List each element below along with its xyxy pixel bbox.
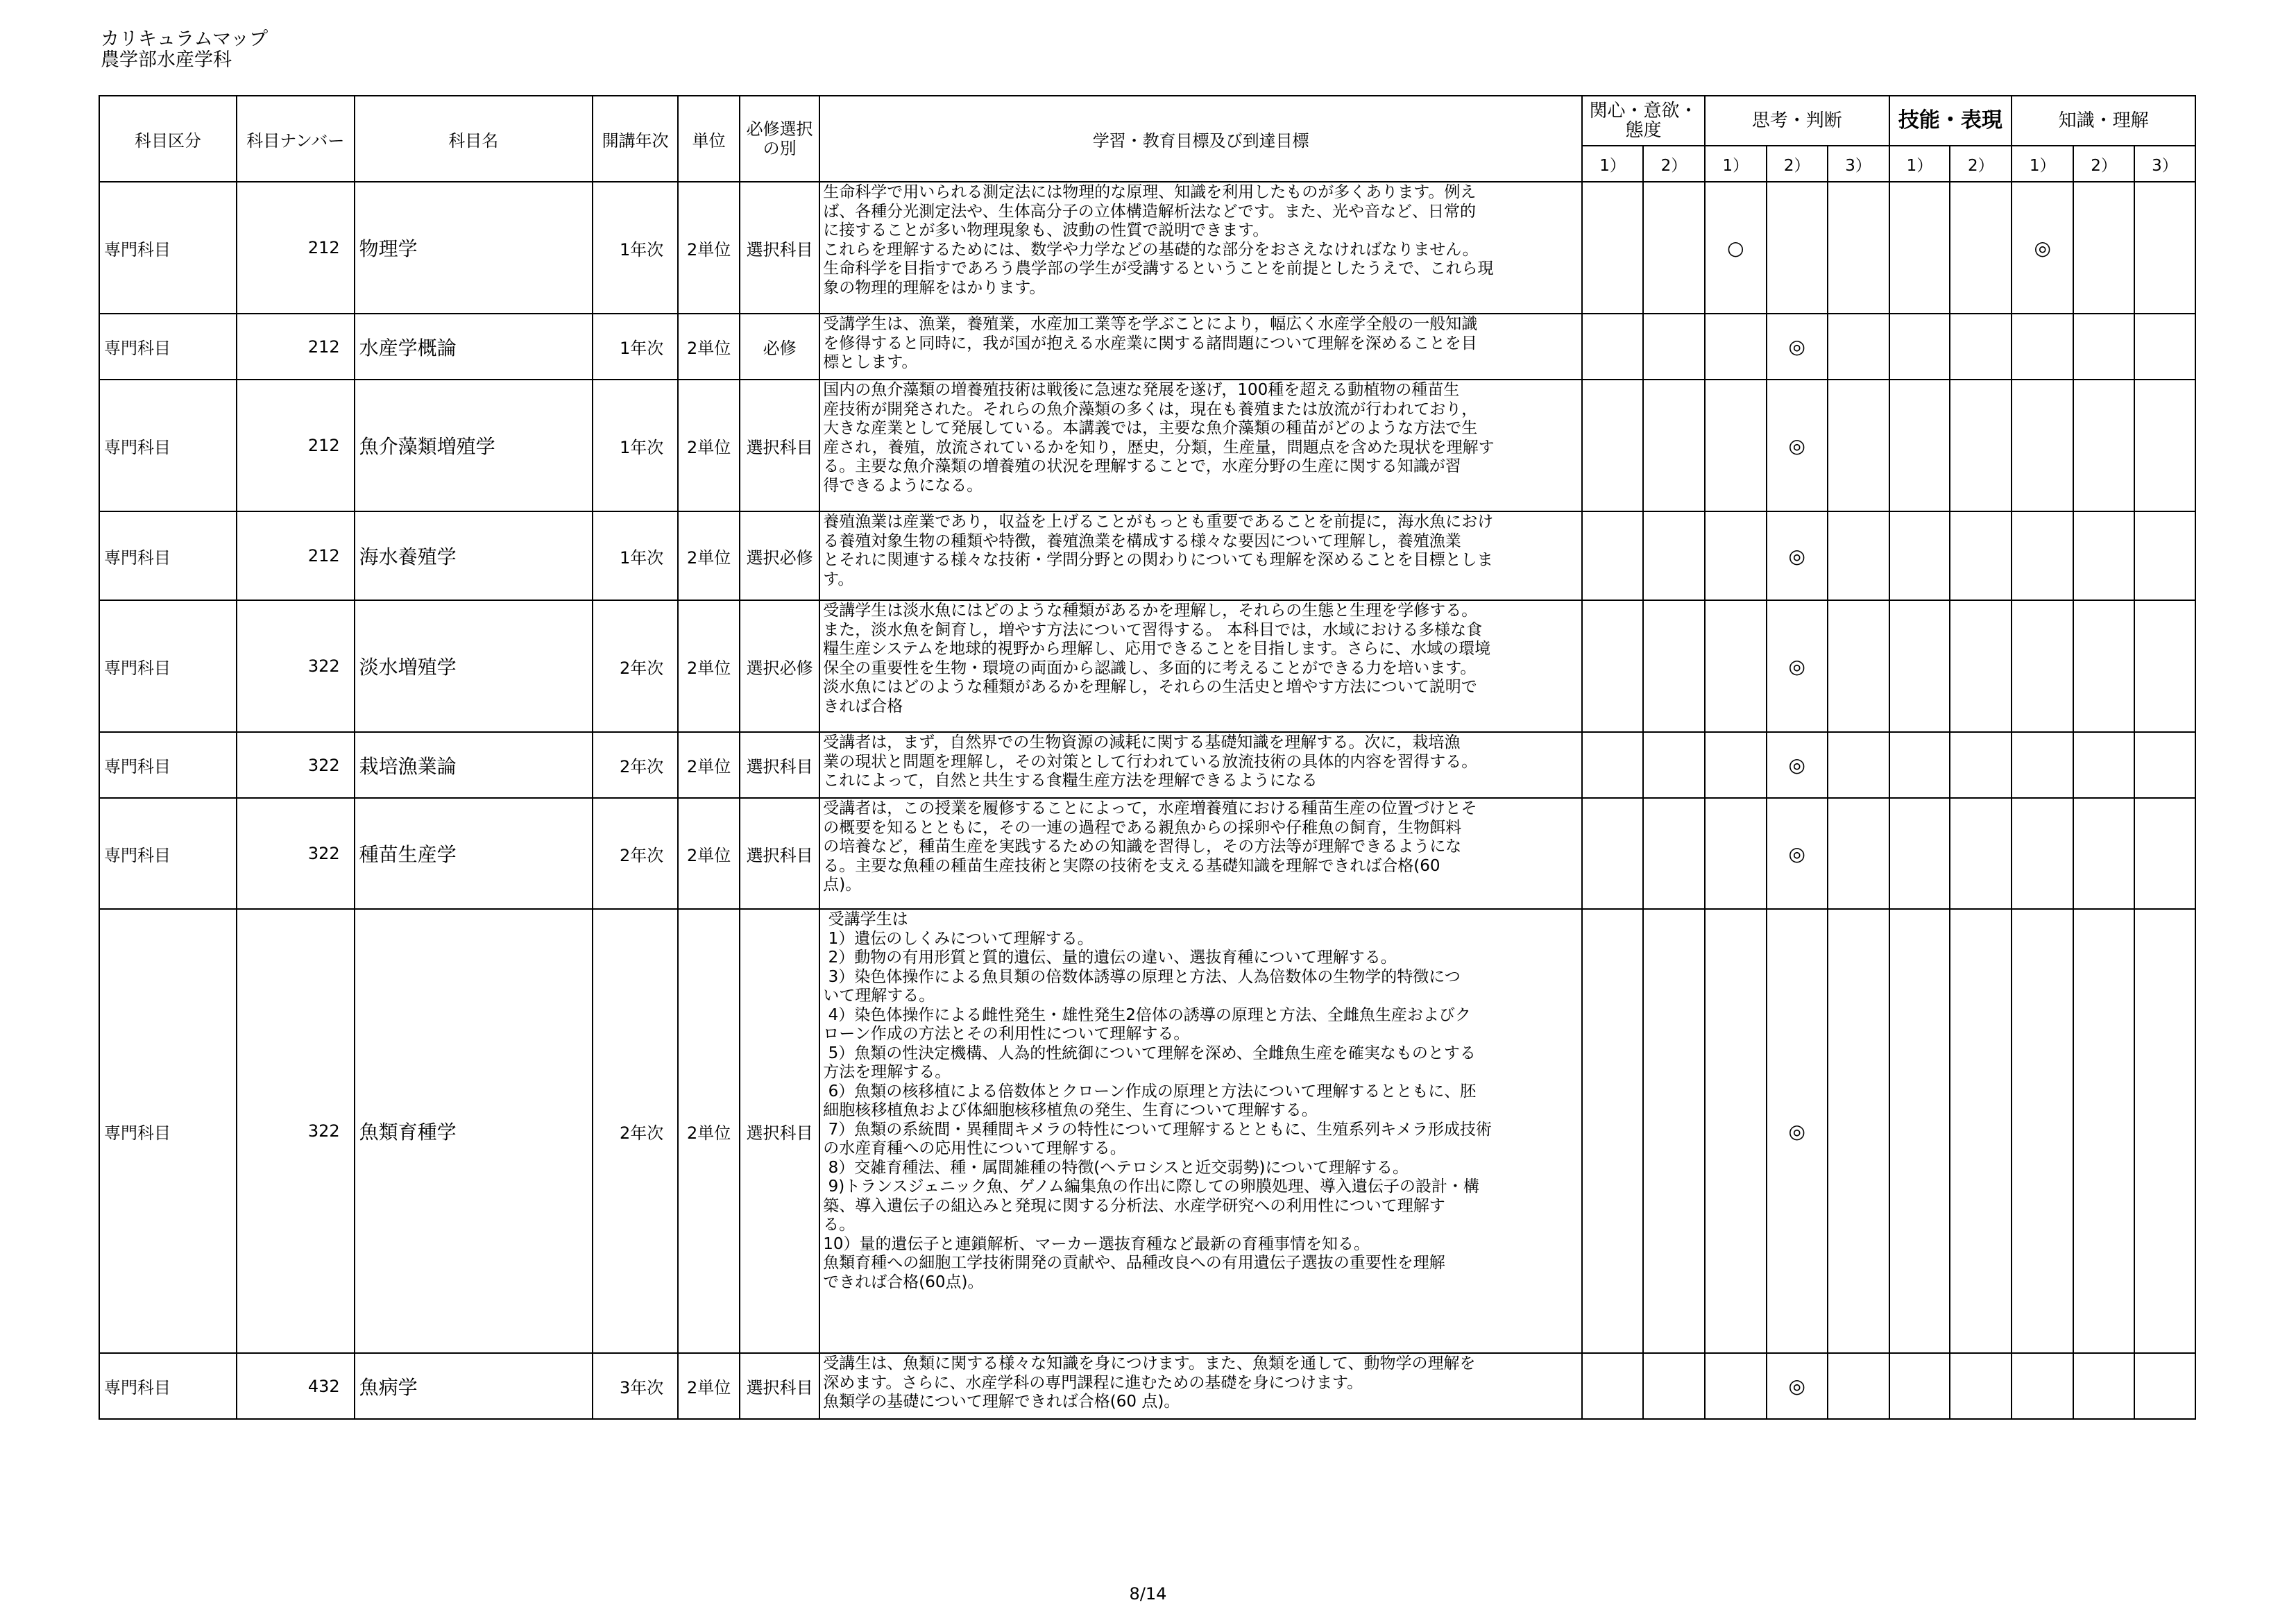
header-sub: 1） [1889, 146, 1950, 182]
cell-credits: 2単位 [678, 511, 740, 600]
cell-mark [2012, 511, 2073, 600]
cell-mark [2073, 511, 2134, 600]
cell-mark: ◎ [1767, 380, 1828, 511]
cell-mark [2134, 732, 2195, 798]
cell-mark [1643, 909, 1705, 1353]
cell-mark [2012, 798, 2073, 909]
cell-mark [1950, 380, 2012, 511]
cell-mark [1889, 1353, 1950, 1419]
table-row [99, 380, 2195, 511]
cell-mark [2073, 909, 2134, 1353]
cell-category: 専門科目 [99, 600, 237, 732]
cell-credits: 2単位 [678, 314, 740, 380]
cell-mark [1582, 1353, 1643, 1419]
cell-mark [1643, 182, 1705, 314]
curriculum-map-table [99, 95, 2196, 1420]
header-credits: 単位 [678, 96, 740, 182]
cell-mark [1828, 1353, 1889, 1419]
cell-required: 選択科目 [740, 380, 819, 511]
cell-mark: ◎ [1767, 600, 1828, 732]
cell-mark [1950, 798, 2012, 909]
cell-mark [1889, 314, 1950, 380]
cell-mark [1705, 732, 1767, 798]
cell-required: 選択科目 [740, 798, 819, 909]
cell-name: 水産学概論 [355, 314, 593, 380]
cell-mark [1828, 182, 1889, 314]
cell-mark [1582, 909, 1643, 1353]
header-sub: 2） [1643, 146, 1705, 182]
cell-name: 魚介藻類増殖学 [355, 380, 593, 511]
cell-mark [2134, 511, 2195, 600]
cell-mark [1643, 314, 1705, 380]
cell-goals: 養殖漁業は産業であり，収益を上げることがもっとも重要であることを前提に，海水魚におけ る養殖対象生物の種類や特徴，養殖漁業を構成する様々な要因について理解し，養殖漁業 とそれに関連する様々な技術・学問分野との関わりについても理解を深めることを目標としま す。 [819, 511, 1582, 600]
cell-mark [2012, 314, 2073, 380]
title-line-2: 農学部水産学科 [101, 49, 232, 71]
cell-name: 物理学 [355, 182, 593, 314]
cell-number: 212 [237, 182, 355, 314]
table-row [99, 732, 2195, 798]
cell-name: 栽培漁業論 [355, 732, 593, 798]
table-row [99, 600, 2195, 732]
cell-mark [1582, 182, 1643, 314]
cell-number: 212 [237, 380, 355, 511]
cell-year: 2年次 [593, 732, 678, 798]
cell-mark [1705, 511, 1767, 600]
header-group-knowledge: 知識・理解 [2012, 96, 2195, 146]
cell-mark [1643, 511, 1705, 600]
cell-mark [1705, 600, 1767, 732]
cell-mark [1582, 314, 1643, 380]
cell-mark [1582, 511, 1643, 600]
cell-mark [2073, 380, 2134, 511]
header-group-skills: 技能・表現 [1889, 96, 2012, 146]
cell-mark: ◎ [1767, 909, 1828, 1353]
cell-mark [2073, 600, 2134, 732]
cell-mark [1828, 380, 1889, 511]
cell-name: 海水養殖学 [355, 511, 593, 600]
cell-mark [1950, 314, 2012, 380]
cell-mark: ○ [1705, 182, 1767, 314]
cell-goals: 受講学生は淡水魚にはどのような種類があるかを理解し，それらの生態と生理を学修する。 また，淡水魚を飼育し，増やす方法について習得する。 本科目では，水域における多様な食 糧生産システムを地球的視野から理解し、応用できることを目指します。さらに、水域の環境 保全の重要性を生物・環境の両面から認識し、多面的に考えることができる力を培います。 淡水魚にはどのような種類があるかを理解し，それらの生活史と増やす方法について説明で きれば合格 [819, 600, 1582, 732]
header-sub: 2） [1950, 146, 2012, 182]
cell-number: 322 [237, 798, 355, 909]
cell-mark: ◎ [1767, 798, 1828, 909]
header-sub: 3） [2134, 146, 2195, 182]
cell-mark: ◎ [1767, 314, 1828, 380]
cell-mark [1705, 380, 1767, 511]
cell-mark [1889, 798, 1950, 909]
cell-mark [2134, 314, 2195, 380]
cell-category: 専門科目 [99, 314, 237, 380]
cell-mark [1889, 732, 1950, 798]
header-sub: 2） [1767, 146, 1828, 182]
cell-mark [2012, 732, 2073, 798]
cell-name: 淡水増殖学 [355, 600, 593, 732]
cell-credits: 2単位 [678, 182, 740, 314]
cell-mark [1643, 798, 1705, 909]
cell-mark [1950, 511, 2012, 600]
table-row [99, 909, 2195, 1353]
cell-mark [1705, 1353, 1767, 1419]
cell-credits: 2単位 [678, 909, 740, 1353]
cell-mark [2012, 600, 2073, 732]
header-number: 科目ナンバー [237, 96, 355, 182]
cell-mark [1950, 1353, 2012, 1419]
cell-number: 322 [237, 909, 355, 1353]
cell-mark [2134, 182, 2195, 314]
cell-year: 1年次 [593, 380, 678, 511]
cell-category: 専門科目 [99, 380, 237, 511]
cell-mark [1643, 600, 1705, 732]
cell-mark: ◎ [1767, 511, 1828, 600]
cell-mark [1950, 182, 2012, 314]
cell-category: 専門科目 [99, 732, 237, 798]
cell-mark [1828, 314, 1889, 380]
cell-mark [2073, 798, 2134, 909]
cell-goals: 受講生は、魚類に関する様々な知識を身につけます。また、魚類を通して、動物学の理解を 深めます。さらに、水産学科の専門課程に進むための基礎を身につけます。 魚類学の基礎について理解できれば合格(60 点)。 [819, 1353, 1582, 1419]
cell-mark [2134, 798, 2195, 909]
cell-mark [1889, 182, 1950, 314]
cell-mark [1828, 909, 1889, 1353]
cell-goals: 受講学生は 1）遺伝のしくみについて理解する。 2）動物の有用形質と質的遺伝、量的遺伝の違い、選抜育種について理解する。 3）染色体操作による魚貝類の倍数体誘導の原理と方法、人為倍数体の生物学的特徴につ いて理解する。 4）染色体操作による雌性発生・雄性発生2倍体の誘導の原理と方法、全雌魚生産およびク ローン作成の方法とその利用性について理解する。 5）魚類の性決定機構、人為的性統御について理解を深め、全雌魚生産を確実なものとする 方法を理解する。 6）魚類の核移植による倍数体とクローン作成の原理と方法について理解するとともに、胚 細胞核移植魚および体細胞核移植魚の発生、生育について理解する。 7）魚類の系統間・異種間キメラの特性について理解するとともに、生殖系列キメラ形成技術 の水産育種への応用性について理解する。 8）交雑育種法、種・属間雑種の特徴(ヘテロシスと近交弱勢)について理解する。 9)トランスジェニック魚、ゲノム編集魚の作出に際しての卵膜処理、導入遺伝子の設計・構 築、導入遺伝子の組込みと発現に関する分析法、水産学研究への利用性について理解す る。 10）量的遺伝子と連鎖解析、マーカー選抜育種など最新の育種事情を知る。 魚類育種への細胞工学技術開発の貢献や、品種改良への有用遺伝子選抜の重要性を理解 できれば合格(60点)。 [819, 909, 1582, 1353]
cell-goals: 受講者は，この授業を履修することによって，水産増養殖における種苗生産の位置づけとそ の概要を知るとともに，その一連の過程である親魚からの採卵や仔稚魚の飼育，生物餌料 の培養など，種苗生産を実践するための知識を習得し，その方法等が理解できるようにな る。主要な魚種の種苗生産技術と実際の技術を支える基礎知識を理解できれば合格(60 点)。 [819, 798, 1582, 909]
document-title [101, 29, 268, 71]
cell-required: 選択科目 [740, 732, 819, 798]
cell-year: 1年次 [593, 511, 678, 600]
cell-name: 魚病学 [355, 1353, 593, 1419]
table-row [99, 182, 2195, 314]
cell-required: 選択必修 [740, 600, 819, 732]
cell-mark [2073, 314, 2134, 380]
table-body [99, 182, 2195, 1419]
cell-mark [1889, 511, 1950, 600]
cell-mark [1643, 380, 1705, 511]
cell-mark [1828, 732, 1889, 798]
cell-mark [1705, 314, 1767, 380]
cell-mark [2012, 380, 2073, 511]
cell-year: 2年次 [593, 600, 678, 732]
cell-mark [1828, 600, 1889, 732]
cell-year: 1年次 [593, 314, 678, 380]
cell-mark [1582, 600, 1643, 732]
cell-goals: 生命科学で用いられる測定法には物理的な原理、知識を利用したものが多くあります。例え ば、各種分光測定法や、生体高分子の立体構造解析法などです。また、光や音など、日常的 に接することが多い物理現象も、波動の性質で説明できます。 これらを理解するためには、数学や力学などの基礎的な部分をおさえなければなりません。 生命科学を目指すであろう農学部の学生が受講するということを前提としたうえで、これら現 象の物理的理解をはかります。 [819, 182, 1582, 314]
cell-category: 専門科目 [99, 182, 237, 314]
cell-name: 魚類育種学 [355, 909, 593, 1353]
cell-mark [2073, 1353, 2134, 1419]
cell-mark [2012, 909, 2073, 1353]
cell-mark [1828, 798, 1889, 909]
header-sub: 1） [2012, 146, 2073, 182]
cell-mark [1950, 909, 2012, 1353]
cell-credits: 2単位 [678, 380, 740, 511]
title-line-1: カリキュラムマップ [101, 28, 269, 50]
cell-name: 種苗生産学 [355, 798, 593, 909]
header-sub: 3） [1828, 146, 1889, 182]
table-row [99, 511, 2195, 600]
header-goals: 学習・教育目標及び到達目標 [819, 96, 1582, 182]
cell-mark: ◎ [1767, 1353, 1828, 1419]
cell-mark: ◎ [1767, 732, 1828, 798]
cell-mark [1582, 798, 1643, 909]
cell-mark [2134, 600, 2195, 732]
cell-required: 選択科目 [740, 909, 819, 1353]
cell-mark [2134, 380, 2195, 511]
cell-mark [2073, 182, 2134, 314]
cell-mark [1950, 600, 2012, 732]
header-sub: 1） [1582, 146, 1643, 182]
cell-mark [1767, 182, 1828, 314]
header-year: 開講年次 [593, 96, 678, 182]
cell-mark [1643, 1353, 1705, 1419]
cell-mark [1889, 600, 1950, 732]
cell-year: 2年次 [593, 909, 678, 1353]
cell-mark: ◎ [2012, 182, 2073, 314]
cell-number: 322 [237, 600, 355, 732]
cell-required: 必修 [740, 314, 819, 380]
cell-required: 選択科目 [740, 182, 819, 314]
cell-mark [1889, 380, 1950, 511]
table-row [99, 798, 2195, 909]
cell-mark [1582, 732, 1643, 798]
cell-category: 専門科目 [99, 909, 237, 1353]
cell-number: 212 [237, 314, 355, 380]
cell-mark [1705, 909, 1767, 1353]
cell-credits: 2単位 [678, 732, 740, 798]
cell-year: 2年次 [593, 798, 678, 909]
cell-category: 専門科目 [99, 511, 237, 600]
cell-mark [2134, 909, 2195, 1353]
header-sub: 1） [1705, 146, 1767, 182]
cell-category: 専門科目 [99, 1353, 237, 1419]
cell-goals: 受講学生は、漁業，養殖業，水産加工業等を学ぶことにより，幅広く水産学全般の一般知識 を修得すると同時に，我が国が抱える水産業に関する諸問題について理解を深めることを目 標とします。 [819, 314, 1582, 380]
header-row [99, 96, 2195, 146]
cell-mark [2134, 1353, 2195, 1419]
cell-number: 212 [237, 511, 355, 600]
cell-goals: 国内の魚介藻類の増養殖技術は戦後に急速な発展を遂げ，100種を超える動植物の種苗生 産技術が開発された。それらの魚介藻類の多くは，現在も養殖または放流が行われており， 大きな産業として発展している。本講義では，主要な魚介藻類の種苗がどのような方法で生 産され，養殖，放流されているかを知り，歴史，分類，生産量，問題点を含めた現状を理解す る。主要な魚介藻類の増養殖の状況を理解することで，水産分野の生産に関する知識が習 得できるようになる。 [819, 380, 1582, 511]
header-group-thinking: 思考・判断 [1705, 96, 1889, 146]
header-category: 科目区分 [99, 96, 237, 182]
header-sub: 2） [2073, 146, 2134, 182]
cell-mark [1950, 732, 2012, 798]
cell-credits: 2単位 [678, 1353, 740, 1419]
cell-required: 選択科目 [740, 1353, 819, 1419]
cell-mark [1643, 732, 1705, 798]
cell-year: 1年次 [593, 182, 678, 314]
cell-number: 432 [237, 1353, 355, 1419]
cell-required: 選択必修 [740, 511, 819, 600]
cell-mark [1889, 909, 1950, 1353]
cell-year: 3年次 [593, 1353, 678, 1419]
cell-mark [1705, 798, 1767, 909]
cell-number: 322 [237, 732, 355, 798]
cell-credits: 2単位 [678, 600, 740, 732]
cell-mark [1828, 511, 1889, 600]
table-row [99, 314, 2195, 380]
cell-goals: 受講者は，まず，自然界での生物資源の減耗に関する基礎知識を理解する。次に，栽培漁 業の現状と問題を理解し，その対策として行われている放流技術の具体的内容を習得する。 これによって，自然と共生する食糧生産方法を理解できるようになる [819, 732, 1582, 798]
header-group-interest: 関心・意欲・ 態度 [1582, 96, 1705, 146]
cell-mark [2012, 1353, 2073, 1419]
header-required: 必修選択 の別 [740, 96, 819, 182]
cell-mark [2073, 732, 2134, 798]
cell-category: 専門科目 [99, 798, 237, 909]
cell-mark [1582, 380, 1643, 511]
cell-credits: 2単位 [678, 798, 740, 909]
header-name: 科目名 [355, 96, 593, 182]
table-row [99, 1353, 2195, 1419]
page-number: 8/14 [1129, 1584, 1167, 1604]
